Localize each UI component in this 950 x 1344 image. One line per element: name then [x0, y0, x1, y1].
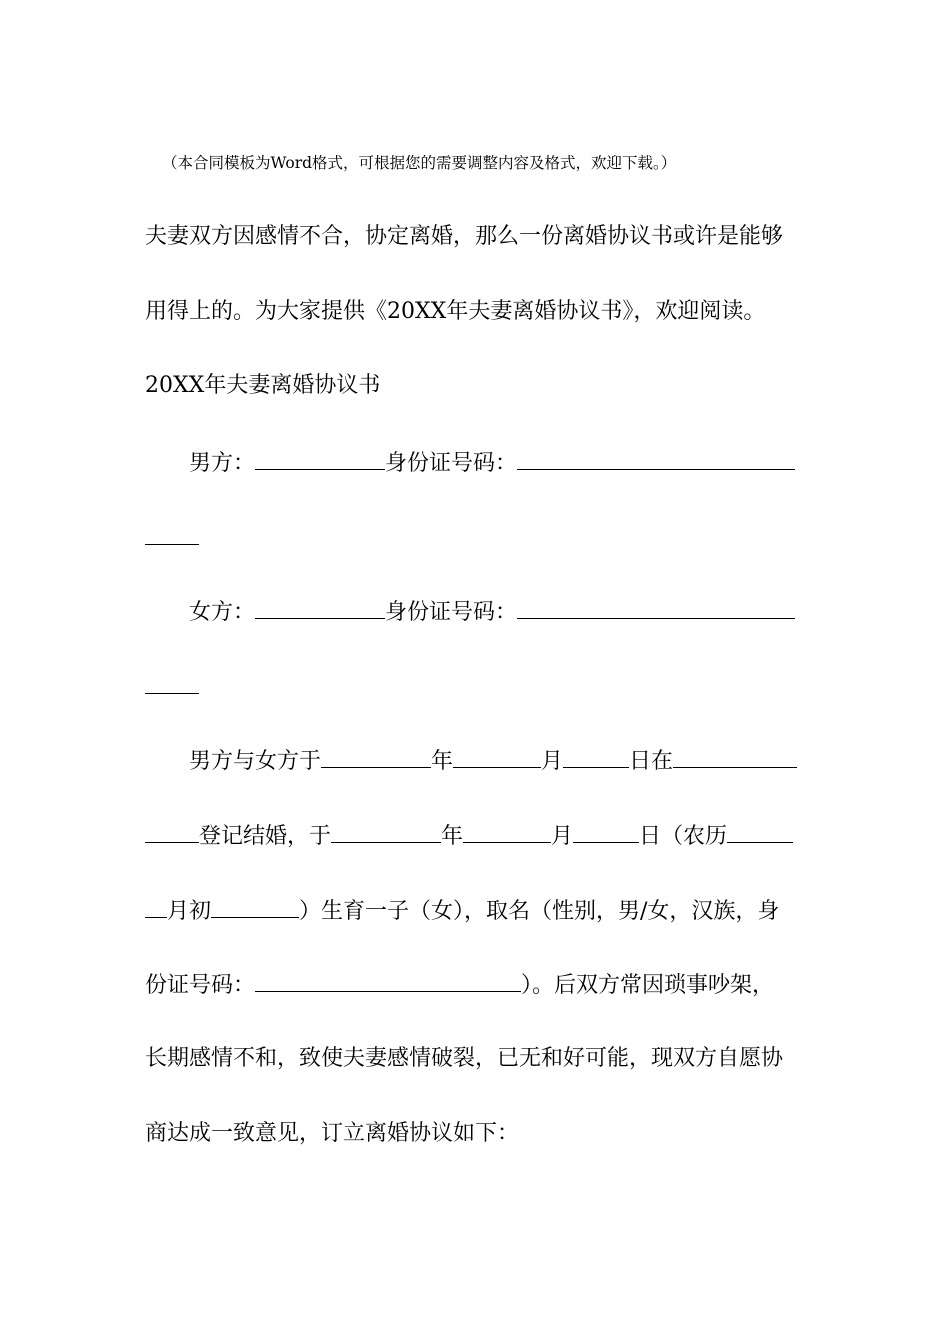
lunar-label: 日（农历	[639, 824, 728, 849]
month-label: 月	[541, 749, 564, 774]
male-id-label: 身份证号码：	[385, 451, 518, 476]
female-name-blank[interactable]	[255, 596, 385, 619]
marriage-line-1	[189, 745, 797, 777]
child-id-label: 份证号码：	[145, 973, 256, 998]
male-name-blank[interactable]	[255, 447, 385, 470]
male-id-blank[interactable]	[517, 447, 795, 470]
child-id-blank[interactable]	[255, 969, 521, 992]
male-label: 男方：	[189, 451, 256, 476]
year-label-2: 年	[441, 824, 464, 849]
marriage-place-blank-cont[interactable]	[145, 820, 199, 843]
birth-day-blank[interactable]	[573, 820, 639, 843]
marriage-line-2	[145, 820, 793, 852]
female-id-blank-cont[interactable]	[145, 671, 199, 694]
lunar-day-blank[interactable]	[211, 895, 299, 918]
intro-line-1: 夫妻双方因感情不合，协定离婚，那么一份离婚协议书或许是能够	[145, 224, 784, 249]
female-id-label: 身份证号码：	[385, 600, 518, 625]
day-at-label: 日在	[629, 749, 674, 774]
marriage-line-4	[145, 969, 774, 1001]
month-first-label: 月初	[167, 899, 212, 924]
female-info-line	[189, 596, 795, 628]
female-label: 女方：	[189, 600, 256, 625]
marriage-line-3	[145, 895, 779, 927]
month-label-2: 月	[551, 824, 574, 849]
male-id-blank-cont-line	[145, 522, 199, 554]
child-text: ）生育一子（女），取名（性别，男/女，汉族，身	[299, 899, 780, 924]
marriage-month-blank[interactable]	[453, 745, 541, 768]
marriage-line-5: 长期感情不和，致使夫妻感情破裂，已无和好可能，现双方自愿协	[145, 1046, 784, 1071]
year-label: 年	[431, 749, 454, 774]
template-note: （本合同模板为Word格式，可根据您的需要调整内容及格式，欢迎下载。）	[162, 154, 677, 172]
intro-line-2: 用得上的。为大家提供《20XX年夫妻离婚协议书》，欢迎阅读。	[145, 299, 766, 324]
female-id-blank-cont-line	[145, 671, 199, 703]
lunar-month-blank[interactable]	[727, 820, 793, 843]
lunar-month-blank-cont[interactable]	[145, 895, 167, 918]
register-text: 登记结婚，于	[199, 824, 332, 849]
marriage-line-6: 商达成一致意见，订立离婚协议如下：	[145, 1121, 520, 1146]
marriage-year-blank[interactable]	[321, 745, 431, 768]
male-id-blank-cont[interactable]	[145, 522, 199, 545]
document-title: 20XX年夫妻离婚协议书	[145, 373, 381, 398]
birth-month-blank[interactable]	[463, 820, 551, 843]
marriage-day-blank[interactable]	[563, 745, 629, 768]
marriage-place-blank[interactable]	[673, 745, 797, 768]
quarrel-text: ）。后双方常因琐事吵架，	[521, 973, 775, 998]
male-info-line	[189, 447, 795, 479]
marriage-text: 男方与女方于	[189, 749, 322, 774]
female-id-blank[interactable]	[517, 596, 795, 619]
birth-year-blank[interactable]	[331, 820, 441, 843]
